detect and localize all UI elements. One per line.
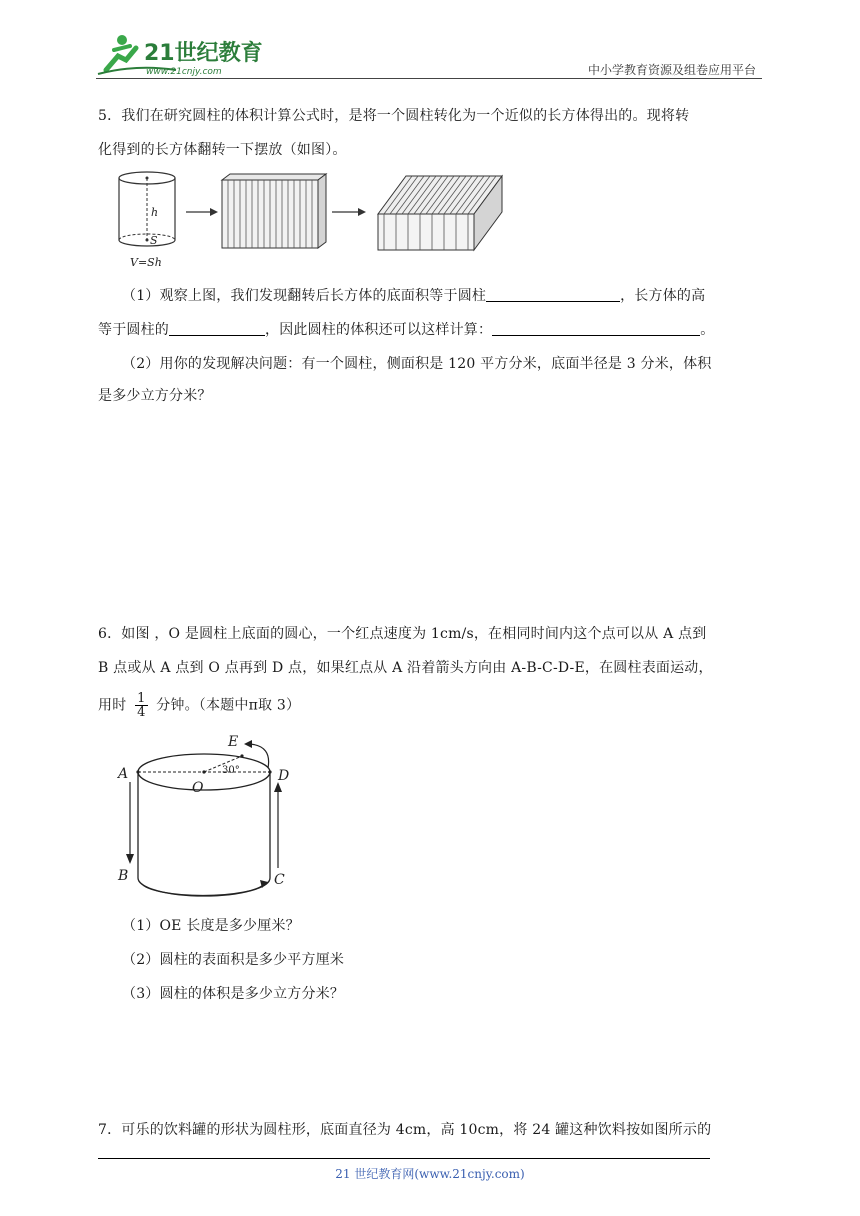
- q7-line1: 7．可乐的饮料罐的形状为圆柱形，底面直径为 4cm，高 10cm，将 24 罐这种饮料按如图所示的: [98, 1122, 712, 1138]
- answer-blank-1[interactable]: [486, 287, 620, 302]
- q5-line2: 化得到的长方体翻转一下摆放（如图）。: [98, 142, 347, 158]
- angle-label: 30°: [222, 765, 240, 776]
- q5-figure: [110, 168, 510, 274]
- answer-blank-2[interactable]: [169, 321, 265, 336]
- label-A: A: [118, 766, 129, 782]
- label-B: B: [118, 868, 129, 884]
- q5-part2: （2）用你的发现解决问题：有一个圆柱，侧面积是 120 平方分米，底面半径是 3 分米，体积: [122, 356, 712, 372]
- fig-formula: V=Sh: [130, 256, 162, 269]
- q6-figure: [112, 728, 302, 898]
- q5-part1: （1）观察上图，我们发现翻转后长方体的底面积等于圆柱 ，长方体的高: [122, 288, 706, 304]
- q6-line1: 6．如图 ，O 是圆柱上底面的圆心，一个红点速度为 1cm/s，在相同时间内这个点可以从 A 点到: [98, 626, 707, 642]
- footer-divider: [98, 1158, 710, 1159]
- fig-h-label: h: [151, 206, 159, 219]
- answer-blank-3[interactable]: [492, 321, 700, 336]
- platform-name: 中小学教育资源及组卷应用平台: [587, 63, 756, 77]
- logo-text: 21世纪教育: [144, 41, 263, 66]
- q6-line2: B 点或从 A 点到 O 点再到 D 点，如果红点从 A 沿着箭头方向由 A-B-C-D-E，在圆柱表面运动，: [98, 660, 713, 676]
- fig-s-label: S: [150, 234, 158, 247]
- q6-sub2: （2）圆柱的表面积是多少平方厘米: [122, 952, 345, 968]
- logo-url: www.21cnjy.com: [146, 67, 222, 77]
- q6-line3: 用时 $\frac{1}{4}$ 分钟。（本题中π取 3）: [98, 691, 301, 720]
- site-logo: [96, 30, 266, 78]
- label-C: C: [274, 872, 285, 888]
- q6-sub3: （3）圆柱的体积是多少立方分米？: [122, 986, 345, 1002]
- q5-part1-cont: 等于圆柱的 ，因此圆柱的体积还可以这样计算： 。: [98, 322, 715, 338]
- q6-sub1: （1）OE 长度是多少厘米？: [122, 918, 300, 934]
- label-E: E: [228, 734, 239, 750]
- label-D: D: [278, 768, 290, 784]
- time-fraction: $\frac{1}{4}$: [137, 691, 146, 720]
- q5-line1: 5．我们在研究圆柱的体积计算公式时，是将一个圆柱转化为一个近似的长方体得出的。现将转: [98, 108, 690, 124]
- header-divider: [96, 78, 762, 79]
- q5-part2-cont: 是多少立方分米？: [98, 388, 212, 404]
- footer-text[interactable]: 21 世纪教育网(www.21cnjy.com): [335, 1167, 525, 1181]
- label-O: O: [192, 780, 204, 796]
